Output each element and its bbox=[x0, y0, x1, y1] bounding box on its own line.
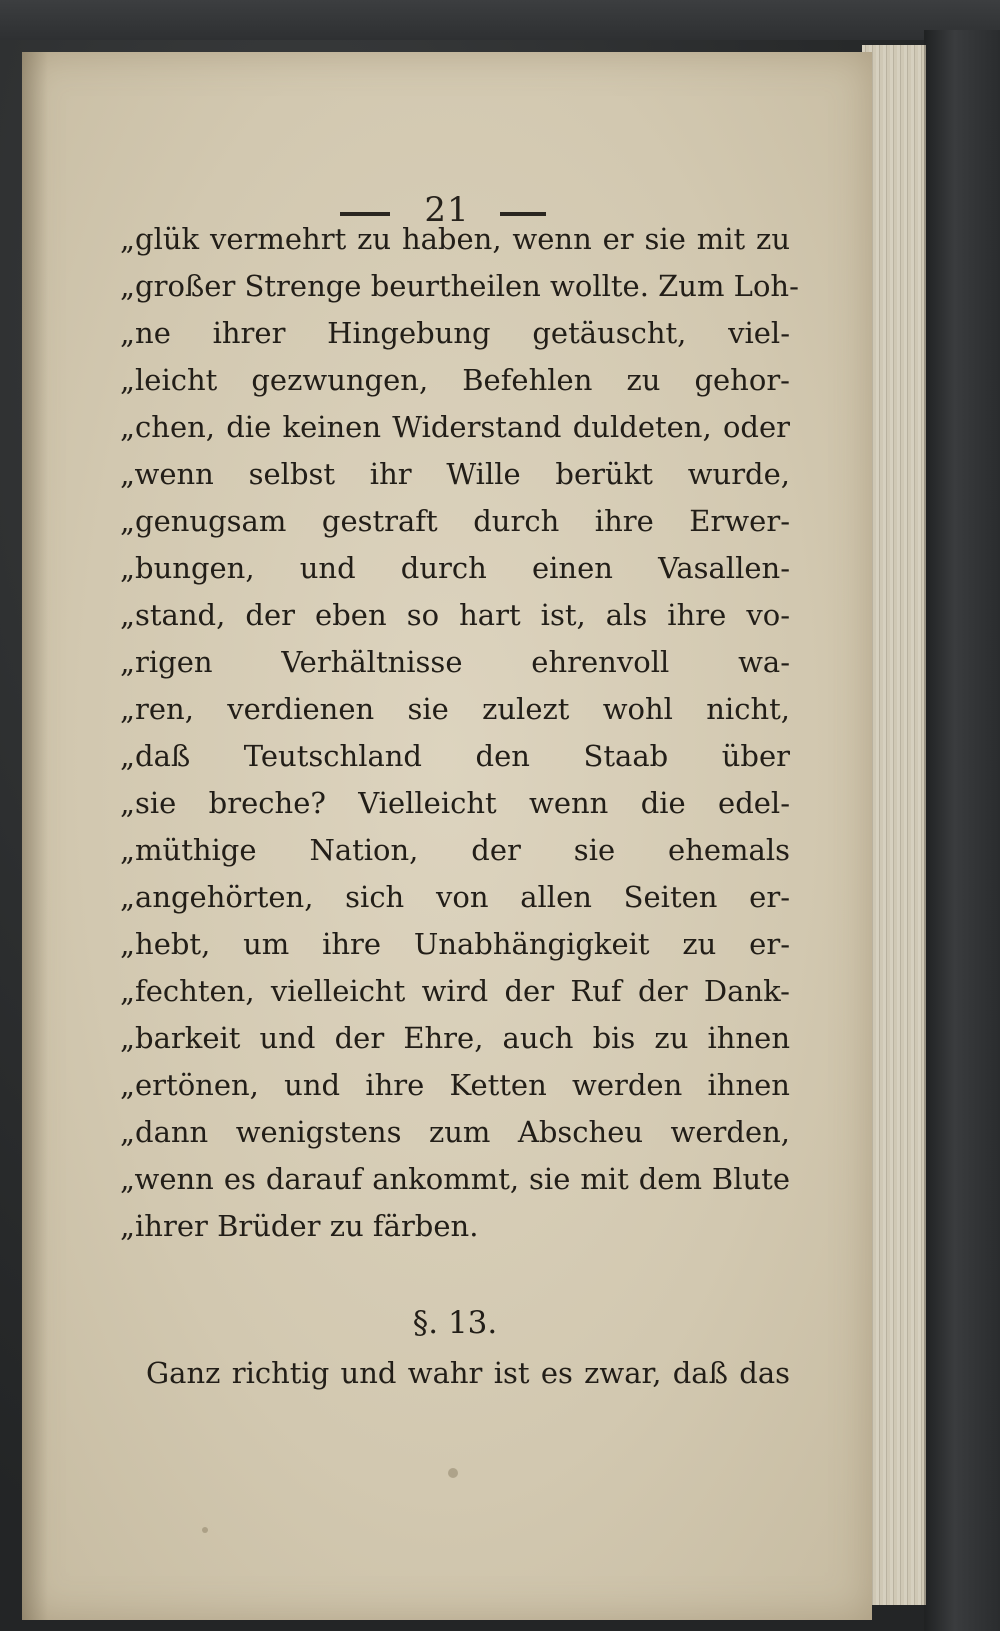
text-line: „ertönen, und ihre Ketten werden ihnen bbox=[120, 1068, 790, 1102]
text-line: „stand, der eben so hart ist, als ihre vo- bbox=[120, 598, 790, 632]
body-text bbox=[120, 216, 799, 1250]
text-line: „hebt, um ihre Unabhängigkeit zu er- bbox=[120, 927, 790, 961]
page-gutter-shadow bbox=[22, 52, 48, 1620]
text-line: „glük vermehrt zu haben, wenn er sie mit zu bbox=[120, 222, 790, 256]
text-line: „wenn selbst ihr Wille berükt wurde, bbox=[120, 457, 790, 491]
continuation-line: Ganz richtig und wahr ist es zwar, daß das bbox=[146, 1356, 790, 1390]
text-line: „ren, verdienen sie zulezt wohl nicht, bbox=[120, 692, 790, 726]
text-line: „müthige Nation, der sie ehemals bbox=[120, 833, 790, 867]
text-line: „daß Teutschland den Staab über bbox=[120, 739, 790, 773]
text-line: „wenn es darauf ankommt, sie mit dem Blute bbox=[120, 1162, 790, 1196]
page-number: 21 bbox=[424, 190, 470, 230]
text-line: „großer Strenge beurtheilen wollte. Zum Loh- bbox=[120, 269, 799, 303]
text-line: „sie breche? Vielleicht wenn die edel- bbox=[120, 786, 790, 820]
text-line: „bungen, und durch einen Vasallen- bbox=[120, 551, 790, 585]
text-line: „ne ihrer Hingebung getäuscht, viel- bbox=[120, 316, 790, 350]
text-line: „dann wenigstens zum Abscheu werden, bbox=[120, 1115, 790, 1149]
text-line: „leicht gezwungen, Befehlen zu gehor- bbox=[120, 363, 790, 397]
paper-stain bbox=[202, 1527, 208, 1533]
text-line: „fechten, vielleicht wird der Ruf der Dank- bbox=[120, 974, 790, 1008]
text-line: „barkeit und der Ehre, auch bis zu ihnen bbox=[120, 1021, 790, 1055]
cover-top-edge bbox=[0, 0, 1000, 40]
paper-stain bbox=[448, 1468, 458, 1478]
text-line: „genugsam gestraft durch ihre Erwer- bbox=[120, 504, 790, 538]
text-line-last: „ihrer Brüder zu färben. bbox=[120, 1209, 479, 1243]
back-cover-edge bbox=[924, 30, 1000, 1631]
section-heading: §. 13. bbox=[412, 1305, 498, 1341]
text-line: „rigen Verhältnisse ehrenvoll wa- bbox=[120, 645, 790, 679]
text-line: „chen, die keinen Widerstand duldeten, oder bbox=[120, 410, 790, 444]
text-line: „angehörten, sich von allen Seiten er- bbox=[120, 880, 790, 914]
